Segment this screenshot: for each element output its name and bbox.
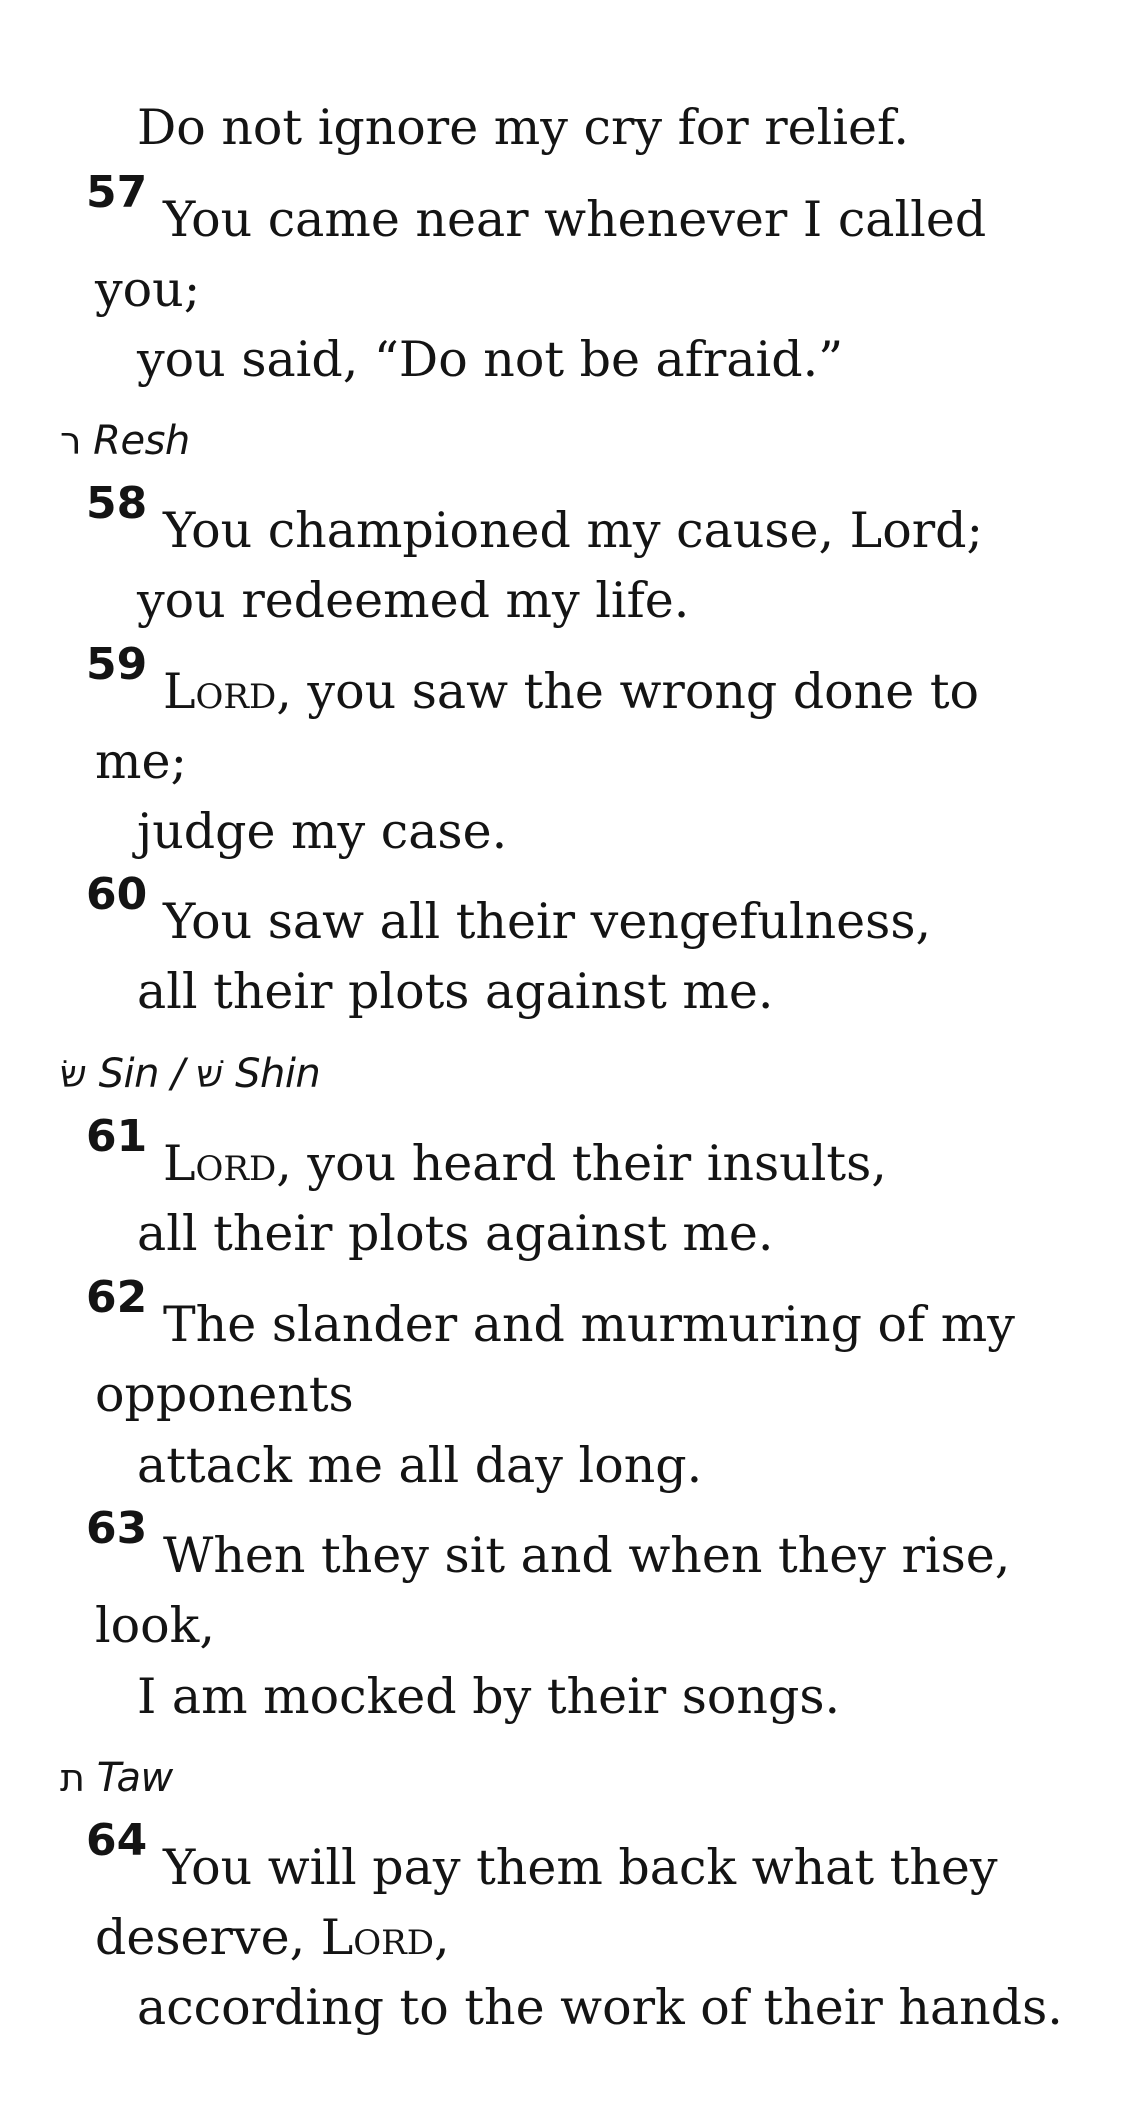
verse-60-line-2: all their plots against me. [137, 963, 774, 1020]
verse-text: You championed my cause, Lord; [163, 502, 984, 559]
hebrew-letter-shin: שׁ [196, 1052, 223, 1096]
verse-61-line-2: all their plots against me. [137, 1205, 774, 1262]
heading-label: Taw [96, 1755, 173, 1801]
hebrew-letter-sin: שׂ [60, 1052, 87, 1096]
verse-text: When they sit and when they rise, [163, 1527, 1011, 1584]
section-heading-taw [60, 1755, 173, 1801]
heading-label: Resh [93, 418, 190, 464]
divine-name: Lord [163, 1135, 277, 1192]
verse-number: 62 [86, 1272, 148, 1323]
divine-name: Lord [320, 1909, 435, 1966]
verse-63-line-2: I am mocked by their songs. [137, 1668, 841, 1725]
verse-number: 64 [86, 1815, 148, 1866]
heading-label-sin: Sin / [98, 1051, 197, 1097]
verse-text-rest: , you heard their insults, [276, 1135, 887, 1192]
verse-number: 57 [86, 167, 148, 218]
verse-57-wrap: you; [95, 261, 201, 318]
divine-name: Lord [163, 663, 277, 720]
verse-number: 61 [86, 1111, 148, 1162]
verse-text: You came near whenever I called [163, 191, 987, 248]
verse-text-part: , [434, 1909, 450, 1966]
verse-number: 60 [86, 869, 148, 920]
verse-text: You will pay them back what they [163, 1839, 998, 1896]
verse-57-line-2: you said, “Do not be afraid.” [137, 331, 844, 388]
verse-text [163, 663, 980, 720]
verse-62-line-2: attack me all day long. [137, 1437, 703, 1494]
verse-64-line-2: according to the work of their hands. [137, 1979, 1063, 2036]
verse-63-wrap: look, [95, 1597, 215, 1654]
hebrew-letter-taw: ת [60, 1756, 85, 1800]
hebrew-letter-resh: ר [60, 419, 81, 463]
verse-56-continuation: Do not ignore my cry for relief. [137, 99, 909, 156]
verse-text: The slander and murmuring of my [163, 1296, 1015, 1353]
verse-number: 59 [86, 639, 148, 690]
verse-text [163, 1135, 887, 1192]
verse-64-wrap [95, 1909, 450, 1966]
verse-59-line-2: judge my case. [137, 803, 508, 860]
verse-62-wrap: opponents [95, 1366, 354, 1423]
heading-label-shin: Shin [235, 1051, 321, 1097]
section-heading-resh [60, 418, 190, 464]
verse-number: 58 [86, 478, 148, 529]
verse-59-wrap: me; [95, 733, 187, 790]
section-heading-sin-shin [60, 1051, 321, 1097]
verse-text-rest: , you saw the wrong done to [276, 663, 980, 720]
verse-number: 63 [86, 1503, 148, 1554]
verse-text-part: deserve, [95, 1909, 321, 1966]
verse-58-line-2: you redeemed my life. [137, 572, 690, 629]
verse-text: You saw all their vengefulness, [163, 893, 932, 950]
